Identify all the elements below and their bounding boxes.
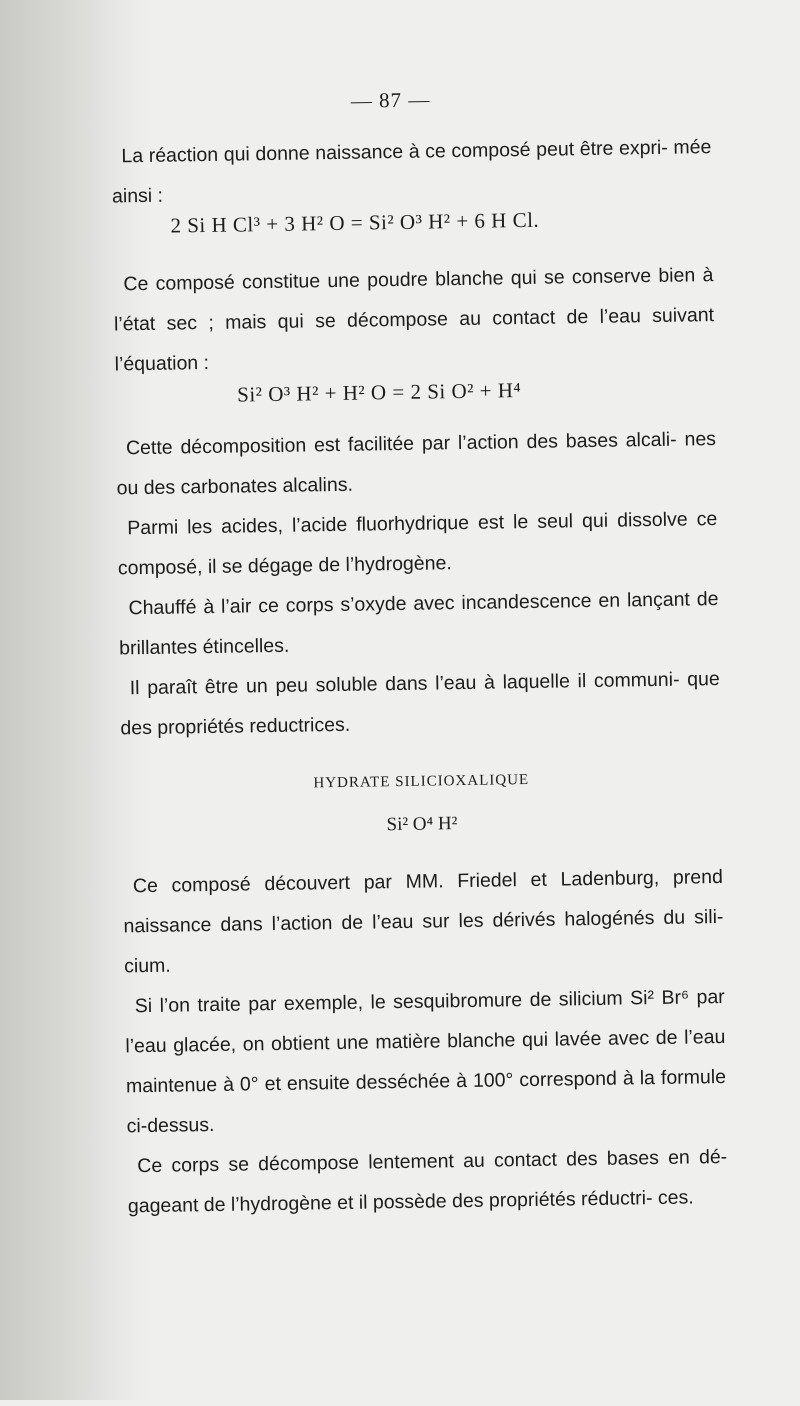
paragraph: Ce corps se décompose lentement au contact des bases en dé- gageant de l’hydrogène et il possède des propriétés réductri- ces.: [127, 1145, 728, 1218]
paragraph-block-2: [113, 255, 715, 384]
paragraph: Ce composé découvert par MM. Friedel et Ladenburg, prend naissance dans l’action de l’eau sur les dérivés halogénés du sili- cium.: [123, 865, 724, 978]
equation-1: 2 Si H Cl³ + 3 H² O = Si² O³ H² + 6 H Cl.: [170, 207, 540, 238]
paragraph: La réaction qui donne naissance à ce composé peut être expri- mée ainsi :: [111, 136, 712, 208]
paragraph: Si l’on traite par exemple, le sesquibromure de silicium Si² Br⁶ par l’eau glacée, on obtient une matière blanche qui lavée avec de l’eau maintenue à 0° et ensuite desséchée à 100° correspond à la formule ci-dessus.: [125, 985, 727, 1138]
paragraph-block-3: [116, 419, 721, 748]
paragraph: Chauffé à l’air ce corps s’oxyde avec incandescence en lançant de brillantes étincelles.: [118, 587, 719, 660]
paragraph: Cette décomposition est facilitée par l’action des bases alcali- nes ou des carbonates alcalins.: [116, 428, 717, 500]
section-title: HYDRATE SILICIOXALIQUE: [313, 771, 530, 792]
paragraph-block-4: [123, 857, 729, 1226]
section-formula: Si² O⁴ H²: [386, 813, 458, 836]
paragraph: Il paraît être un peu soluble dans l’eau à laquelle il communi- que des propriétés reductrices.: [120, 667, 720, 740]
equation-2: Si² O³ H² + H² O = 2 Si O² + H⁴: [236, 378, 522, 407]
paragraph: Ce composé constitue une poudre blanche qui se conserve bien à l’état sec ; mais qui se décompose au contact de l’eau suivant l’équation :: [113, 264, 715, 376]
paragraph: Parmi les acides, l’acide fluorhydrique est le seul qui dissolve ce composé, il se dégage de l’hydrogène.: [117, 507, 718, 580]
page-number: — 87 —: [350, 87, 431, 113]
paragraph-intro: [111, 127, 712, 216]
